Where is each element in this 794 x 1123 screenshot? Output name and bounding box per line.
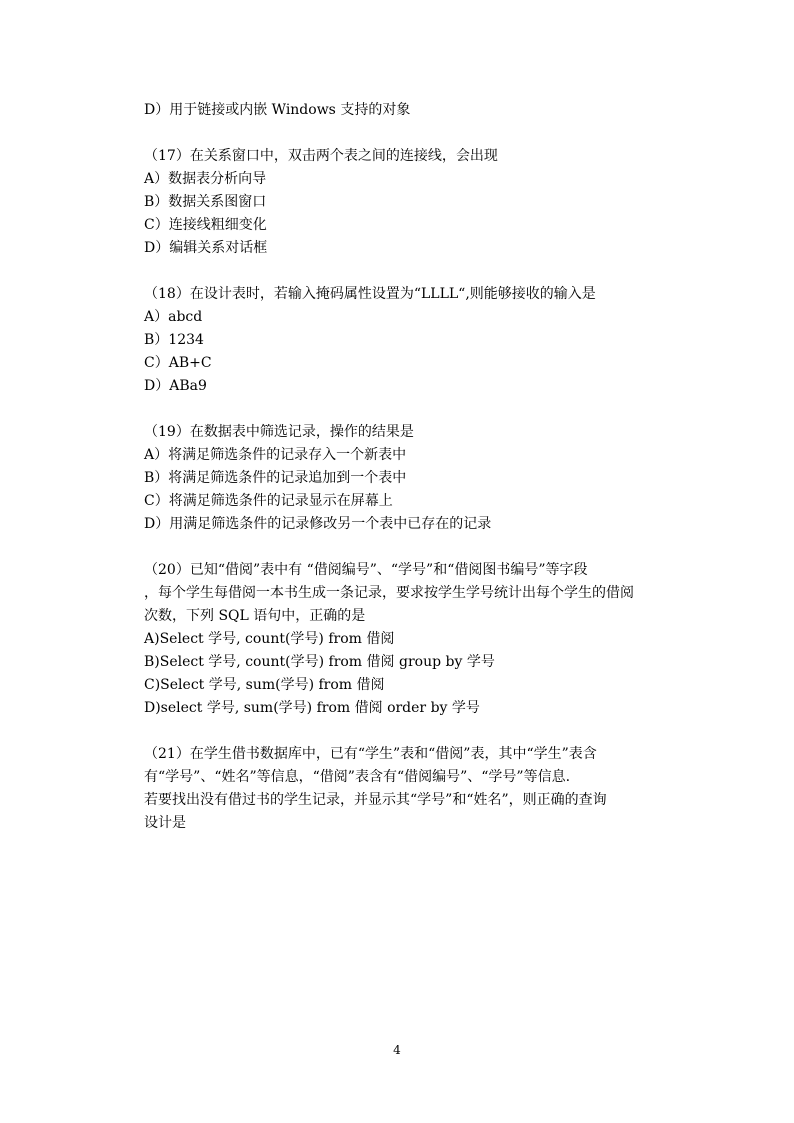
option-d-20: D)select 学号, sum(学号) from 借阅 order by 学号	[144, 700, 480, 716]
question-21-line-3: 若要找出没有借过书的学生记录，并显示其“学号”和“姓名”，则正确的查询	[144, 792, 607, 808]
question-20-line-2: ，每个学生每借阅一本书生成一条记录，要求按学生学号统计出每个学生的借阅	[144, 585, 634, 601]
question-21-line-2: 有“学号”、“姓名”等信息，“借阅”表含有“借阅编号”、“学号”等信息.	[144, 769, 571, 785]
option-c-20: C)Select 学号, sum(学号) from 借阅	[144, 677, 385, 693]
option-c-17: C）连接线粗细变化	[144, 217, 267, 233]
option-d-17: D）编辑关系对话框	[144, 240, 268, 256]
option-c-19: C）将满足筛选条件的记录显示在屏幕上	[144, 493, 393, 509]
page-number: 4	[393, 1043, 401, 1057]
option-b-18: B）1234	[144, 332, 204, 348]
question-21-line-4: 设计是	[144, 815, 186, 831]
option-a-17: A）数据表分析向导	[144, 171, 267, 187]
question-21-line-1: （21）在学生借书数据库中，已有“学生”表和“借阅”表，其中“学生”表含	[144, 746, 597, 762]
question-20-line-1: （20）已知“借阅”表中有 “借阅编号”、“学号”和“借阅图书编号”等字段	[144, 562, 588, 578]
question-18: （18）在设计表时，若输入掩码属性设置为“LLLL“,则能够接收的输入是	[144, 286, 596, 302]
option-c-18: C）AB+C	[144, 355, 212, 371]
option-b-20: B)Select 学号, count(学号) from 借阅 group by 学号	[144, 654, 495, 670]
question-20-line-3: 次数，下列 SQL 语句中，正确的是	[144, 608, 366, 624]
option-a-20: A)Select 学号, count(学号) from 借阅	[144, 631, 395, 647]
option-b-17: B）数据关系图窗口	[144, 194, 267, 210]
option-d-16: D）用于链接或内嵌 Windows 支持的对象	[144, 102, 411, 118]
option-d-18: D）ABa9	[144, 378, 207, 394]
option-d-19: D）用满足筛选条件的记录修改另一个表中已存在的记录	[144, 516, 492, 532]
option-a-19: A）将满足筛选条件的记录存入一个新表中	[144, 447, 407, 463]
option-b-19: B）将满足筛选条件的记录追加到一个表中	[144, 470, 407, 486]
question-17: （17）在关系窗口中，双击两个表之间的连接线，会出现	[144, 148, 498, 164]
question-19: （19）在数据表中筛选记录，操作的结果是	[144, 424, 414, 440]
option-a-18: A）abcd	[144, 309, 203, 325]
